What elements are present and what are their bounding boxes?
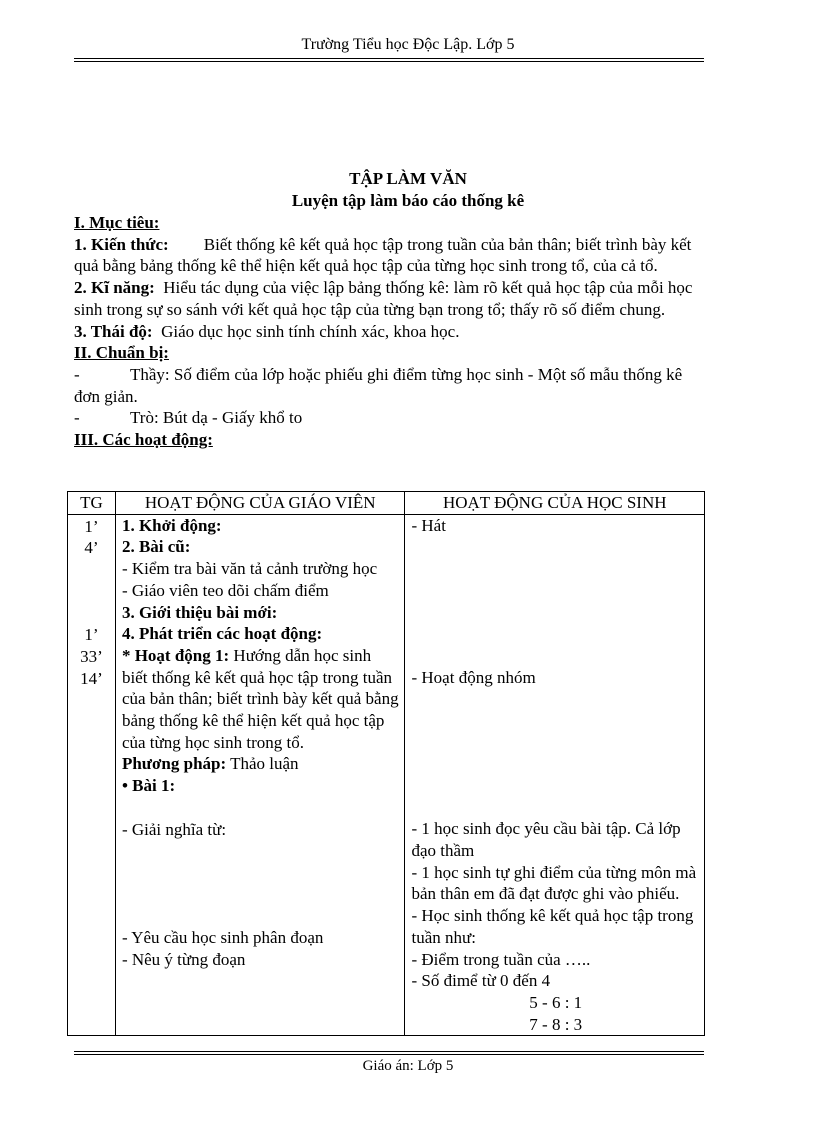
develop-label: 4. Phát triển các hoạt động: [121,624,323,644]
student-stats: - Học sinh thống kê kết quả học tập trong tuần như: [411,906,694,947]
attitude-label: 3. Thái độ: [74,321,153,341]
skills-paragraph [74,277,704,320]
teacher-column [115,514,405,1036]
skills-label: 2. Kĩ năng: [74,278,155,298]
method-text: Thảo luận [230,754,299,774]
col-header-time: TG [68,492,116,515]
header-rule-2 [74,61,704,62]
review-label: 2. Bài cũ: [121,537,191,557]
student-prep: - Trò: Bút dạ - Giấy khổ to [74,408,303,428]
bullet-icon: • [121,776,128,796]
time-column [68,514,116,1036]
divide-paragraphs: - Yêu cầu học sinh phân đoạn [121,927,324,947]
method-label: Phương pháp: [121,754,227,774]
activities-table [67,491,705,1036]
student-scores-range: - Số đimể từ 0 đến 4 [411,971,551,991]
explain-words: - Giải nghĩa từ: [121,819,227,839]
attitude-paragraph [74,321,704,343]
col-header-student: HOẠT ĐỘNG CỦA HỌC SINH [405,492,705,515]
table-row [68,514,705,1036]
intro-label: 3. Giới thiệu bài mới: [121,602,278,622]
time-review: 4’ [84,538,99,558]
time-activity1: 14’ [80,668,103,688]
student-sing: - Hát [411,515,446,535]
objectives-heading: I. Mục tiêu: [74,213,160,232]
student-column [405,514,705,1036]
activity1-block [122,645,401,754]
score-row-2: 7 - 8 : 3 [529,1014,583,1034]
lesson-title: Luyện tập làm báo cáo thống kê [291,191,525,210]
student-group: - Hoạt động nhóm [411,667,536,687]
knowledge-text: Biết thống kê kết quả học tập trong tuần của bản thân; biết trình bày kết quả bằng bảng thống kê thể hiện kết quả học tập của từng học sinh trong tổ, của cả tổ. [74,234,692,276]
review-item-1: - Kiểm tra bài văn tả cảnh trường học [121,559,378,579]
method-line [122,753,401,775]
activities-heading: III. Các hoạt động: [74,430,213,450]
page-header: Trường Tiểu học Độc Lập. Lớp 5 [301,36,515,53]
exercise1-line [122,775,401,797]
footer-rule [74,1051,704,1052]
header-rule [74,58,704,59]
student-scores-week: - Điểm trong tuần của ….. [411,949,591,969]
warmup-label: 1. Khởi động: [121,515,222,535]
lesson-body [74,212,704,451]
time-intro: 1’ [84,625,99,645]
student-read: - 1 học sinh đọc yêu cầu bài tập. Cả lớp đạo thầm [411,819,681,861]
teacher-prep: - Thầy: Số điểm của lớp hoặc phiếu ghi điểm từng học sinh - Một số mẫu thống kê đơn giản. [74,364,683,406]
page-footer: Giáo án: Lớp 5 [362,1058,454,1074]
time-warmup: 1’ [84,516,99,536]
attitude-text: Giáo dục học sinh tính chính xác, khoa học. [161,321,460,341]
knowledge-paragraph [74,234,704,277]
footer-rule-2 [74,1054,704,1055]
skills-text: Hiểu tác dụng của việc lập bảng thống kê: làm rõ kết quả học tập của mỗi học sinh trong sự so sánh với kết quả học tập của từng bạn trong tổ; thấy rõ số điểm chung. [74,278,693,319]
exercise1-label: Bài 1: [132,776,176,796]
paragraph-ideas: - Nêu ý từng đoạn [121,949,246,969]
table-header-row [68,492,705,515]
activity1-text: Hướng dẫn học sinh biết thống kê kết quả học tập trong tuần của bản thân; biết trình bày kết quả bằng bảng thống kê thể hiện kết quả học tập của từng học sinh trong tổ. [121,645,399,752]
time-develop: 33’ [80,646,103,666]
review-item-2: - Giáo viên teo dõi chấm điểm [121,580,329,600]
student-prep-text: Trò: Bút dạ - Giấy khổ to [130,408,303,428]
activity1-label: * Hoạt động 1: [121,645,230,665]
score-row-1: 5 - 6 : 1 [529,992,583,1012]
preparation-heading: II. Chuẩn bị: [74,343,169,363]
col-header-teacher: HOẠT ĐỘNG CỦA GIÁO VIÊN [115,492,405,515]
student-record: - 1 học sinh tự ghi điểm của từng môn mà bản thân em đã đạt được ghi vào phiếu. [411,862,697,904]
knowledge-label: 1. Kiến thức: [74,234,169,254]
teacher-prep-text: Thầy: Số điểm của lớp hoặc phiếu ghi điểm từng học sinh - Một số mẫu thống kê đơn giản. [74,364,683,406]
subject-title: TẬP LÀM VĂN [349,169,467,188]
